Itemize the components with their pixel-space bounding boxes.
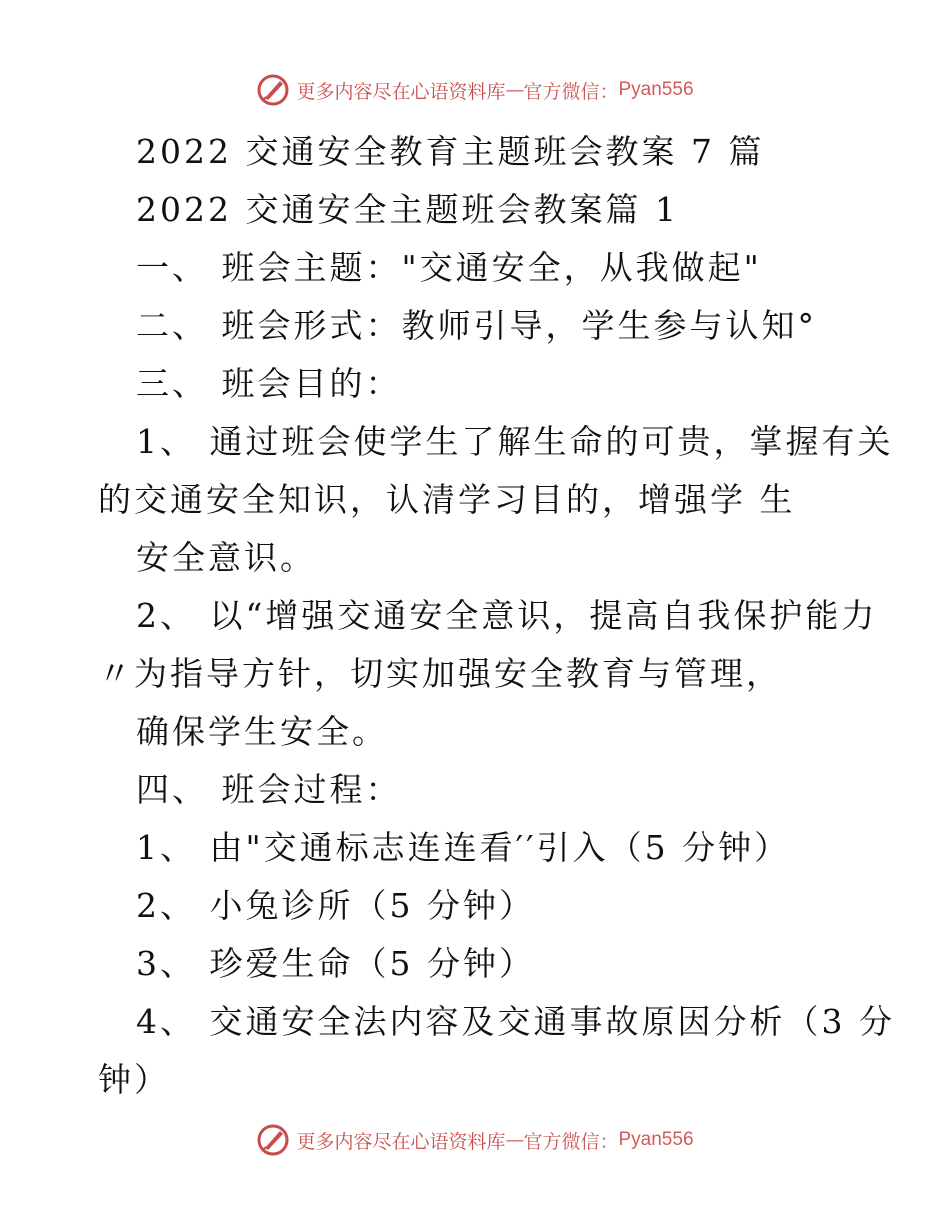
paragraph-line: 2、 小兔诊所（5 分钟）	[136, 886, 535, 925]
paragraph-line: 4、 交通安全法内容及交通事故原因分析（3 分	[136, 1002, 895, 1041]
paragraph-line: 安全意识。	[136, 538, 316, 577]
section-heading: 2022 交通安全主题班会教案篇 1	[136, 190, 679, 229]
paragraph-line: 〃为指导方针，切实加强安全教育与管理，	[98, 654, 782, 693]
paragraph-line: 1、 由"交通标志连连看′′引入（5 分钟）	[136, 828, 791, 867]
paragraph-line: 二、 班会形式：教师引导，学生参与认知°	[136, 306, 817, 345]
watermark-text: 更多内容尽在心语资料库	[296, 1130, 506, 1153]
paragraph-line: 钟）	[98, 1060, 170, 1099]
watermark-wechat-id: Pyan556	[618, 1129, 694, 1150]
paragraph-line: 一、 班会主题："交通安全，从我做起"	[136, 248, 762, 287]
quill-pen-logo-icon	[256, 1123, 290, 1157]
paragraph-line: 确保学生安全。	[136, 712, 388, 751]
quill-pen-logo-icon	[256, 73, 290, 107]
watermark-dash: —	[505, 79, 524, 101]
document-body	[98, 123, 895, 1109]
watermark-wechat-id: Pyan556	[618, 79, 694, 100]
watermark-official-label: 官方微信：	[523, 80, 619, 103]
watermark-banner-top	[0, 70, 950, 110]
paragraph-line: 2、 以“增强交通安全意识，提高自我保护能力	[136, 596, 878, 635]
watermark-official-label: 官方微信：	[523, 1130, 619, 1153]
paragraph-line: 的交通安全知识，认清学习目的，增强学 生	[98, 480, 796, 519]
document-title: 2022 交通安全教育主题班会教案 7 篇	[136, 132, 765, 171]
watermark-dash: —	[505, 1129, 524, 1151]
watermark-banner-bottom	[0, 1120, 950, 1160]
paragraph-line: 四、 班会过程：	[136, 770, 402, 809]
paragraph-line: 1、 通过班会使学生了解生命的可贵，掌握有关	[136, 422, 894, 461]
paragraph-line: 3、 珍爱生命（5 分钟）	[136, 944, 535, 983]
paragraph-line: 三、 班会目的：	[136, 364, 402, 403]
watermark-text: 更多内容尽在心语资料库	[296, 80, 506, 103]
